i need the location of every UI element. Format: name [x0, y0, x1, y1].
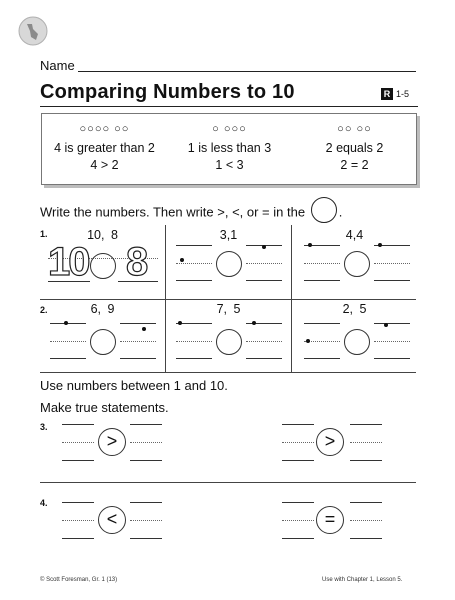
problem-cell	[292, 299, 417, 373]
instruction-before: Write the numbers. Then write >, <, or = in the	[40, 204, 306, 220]
answer-blank[interactable]	[130, 538, 162, 539]
instruction-text	[40, 203, 342, 223]
greater-sign-circle: >	[316, 428, 344, 456]
answer-blank[interactable]	[62, 538, 94, 539]
answer-blank[interactable]	[282, 460, 314, 461]
start-dot	[178, 321, 182, 325]
problem-number: 4.	[40, 498, 48, 508]
start-dot	[180, 258, 184, 262]
name-field-line[interactable]	[78, 71, 416, 72]
example-greater	[42, 120, 167, 174]
answer-blank[interactable]	[374, 358, 410, 359]
guide-line	[374, 341, 410, 342]
number-pair: 7, 5	[216, 302, 241, 316]
badge-letter: R	[381, 88, 393, 100]
guide-line	[176, 263, 212, 264]
example-box	[41, 113, 417, 185]
compare-circle[interactable]	[90, 253, 116, 279]
example-dots: ○ ○○○	[212, 123, 247, 135]
page-title: Comparing Numbers to 10	[40, 81, 295, 103]
part2-instruction-line2: Make true statements.	[40, 400, 169, 415]
example-dots: ○○○○ ○○	[79, 123, 130, 135]
answer-blank[interactable]	[350, 460, 382, 461]
guide-line	[62, 442, 94, 443]
guide-line	[246, 341, 282, 342]
badge-number: 1-5	[396, 89, 410, 99]
guide-line	[246, 263, 282, 264]
answer-blank[interactable]	[304, 323, 340, 324]
number-pair: 10, 8	[87, 228, 118, 242]
answer-blank[interactable]	[374, 280, 410, 281]
start-dot	[384, 323, 388, 327]
answer-blank[interactable]	[350, 502, 382, 503]
answer-blank[interactable]	[176, 245, 212, 246]
compare-circle[interactable]	[90, 329, 116, 355]
example-text: 4 is greater than 2	[54, 141, 155, 155]
start-dot	[378, 243, 382, 247]
traced-number: 10	[48, 240, 89, 284]
answer-blank[interactable]	[304, 358, 340, 359]
problem-number: 1.	[40, 229, 48, 239]
number-pair: 3,1	[219, 228, 238, 242]
example-less	[167, 120, 292, 174]
guide-line	[350, 520, 382, 521]
start-dot	[306, 339, 310, 343]
guide-line	[130, 520, 162, 521]
example-text: 1 is less than 3	[187, 141, 272, 155]
part2-instruction-line1: Use numbers between 1 and 10.	[40, 378, 228, 393]
answer-blank[interactable]	[62, 460, 94, 461]
traced-number: 8	[126, 240, 147, 284]
number-pair: 2, 5	[342, 302, 367, 316]
start-dot	[142, 327, 146, 331]
answer-blank[interactable]	[50, 358, 86, 359]
answer-blank[interactable]	[130, 460, 162, 461]
guide-line	[282, 520, 314, 521]
guide-line	[350, 442, 382, 443]
guide-line	[176, 341, 212, 342]
answer-blank[interactable]	[282, 538, 314, 539]
problem-cell	[40, 225, 165, 299]
guide-line	[304, 263, 340, 264]
example-equation: 1 < 3	[215, 158, 244, 172]
start-dot	[262, 245, 266, 249]
equal-sign-circle: =	[316, 506, 344, 534]
guide-line	[282, 442, 314, 443]
example-equal	[292, 120, 417, 174]
problem-cell	[40, 299, 165, 373]
guide-line	[130, 442, 162, 443]
lesson-badge	[381, 88, 409, 100]
answer-blank[interactable]	[350, 538, 382, 539]
compare-circle[interactable]	[344, 251, 370, 277]
answer-blank[interactable]	[62, 502, 94, 503]
problem-cell	[166, 299, 291, 373]
compare-circle[interactable]	[344, 329, 370, 355]
answer-blank[interactable]	[50, 323, 86, 324]
answer-blank[interactable]	[130, 424, 162, 425]
start-dot	[308, 243, 312, 247]
start-dot	[252, 321, 256, 325]
problem-cell	[292, 225, 417, 299]
guide-line	[374, 263, 410, 264]
answer-blank[interactable]	[246, 280, 282, 281]
answer-blank[interactable]	[62, 424, 94, 425]
example-equation: 2 = 2	[340, 158, 369, 172]
answer-blank[interactable]	[282, 424, 314, 425]
answer-blank[interactable]	[304, 280, 340, 281]
answer-blank[interactable]	[120, 358, 156, 359]
footer-lesson: Use with Chapter 1, Lesson 5.	[322, 577, 403, 583]
answer-blank[interactable]	[350, 424, 382, 425]
answer-blank[interactable]	[130, 502, 162, 503]
answer-blank[interactable]	[176, 358, 212, 359]
guide-line	[50, 341, 86, 342]
problem-grid	[40, 225, 416, 373]
greater-sign-circle: >	[98, 428, 126, 456]
answer-blank[interactable]	[120, 323, 156, 324]
circle-icon	[311, 197, 337, 223]
start-dot	[64, 321, 68, 325]
problem-number: 3.	[40, 422, 48, 432]
section-divider	[40, 482, 416, 483]
compare-circle[interactable]	[216, 329, 242, 355]
example-equation: 4 > 2	[90, 158, 119, 172]
answer-blank[interactable]	[246, 358, 282, 359]
number-pair: 6, 9	[90, 302, 115, 316]
number-pair: 4,4	[345, 228, 364, 242]
publisher-logo-icon	[18, 16, 48, 46]
problem-number: 2.	[40, 305, 48, 315]
less-sign-circle: <	[98, 506, 126, 534]
guide-line	[62, 520, 94, 521]
answer-blank[interactable]	[282, 502, 314, 503]
example-text: 2 equals 2	[325, 141, 384, 155]
title-rule	[40, 106, 418, 107]
example-dots: ○○ ○○	[337, 123, 372, 135]
answer-blank[interactable]	[176, 280, 212, 281]
problem-cell	[166, 225, 291, 299]
answer-blank[interactable]	[374, 323, 410, 324]
guide-line	[120, 341, 156, 342]
name-label: Name	[40, 58, 75, 73]
footer-copyright: © Scott Foresman, Gr. 1 (13)	[40, 577, 118, 583]
instruction-after: .	[338, 204, 343, 220]
compare-circle[interactable]	[216, 251, 242, 277]
